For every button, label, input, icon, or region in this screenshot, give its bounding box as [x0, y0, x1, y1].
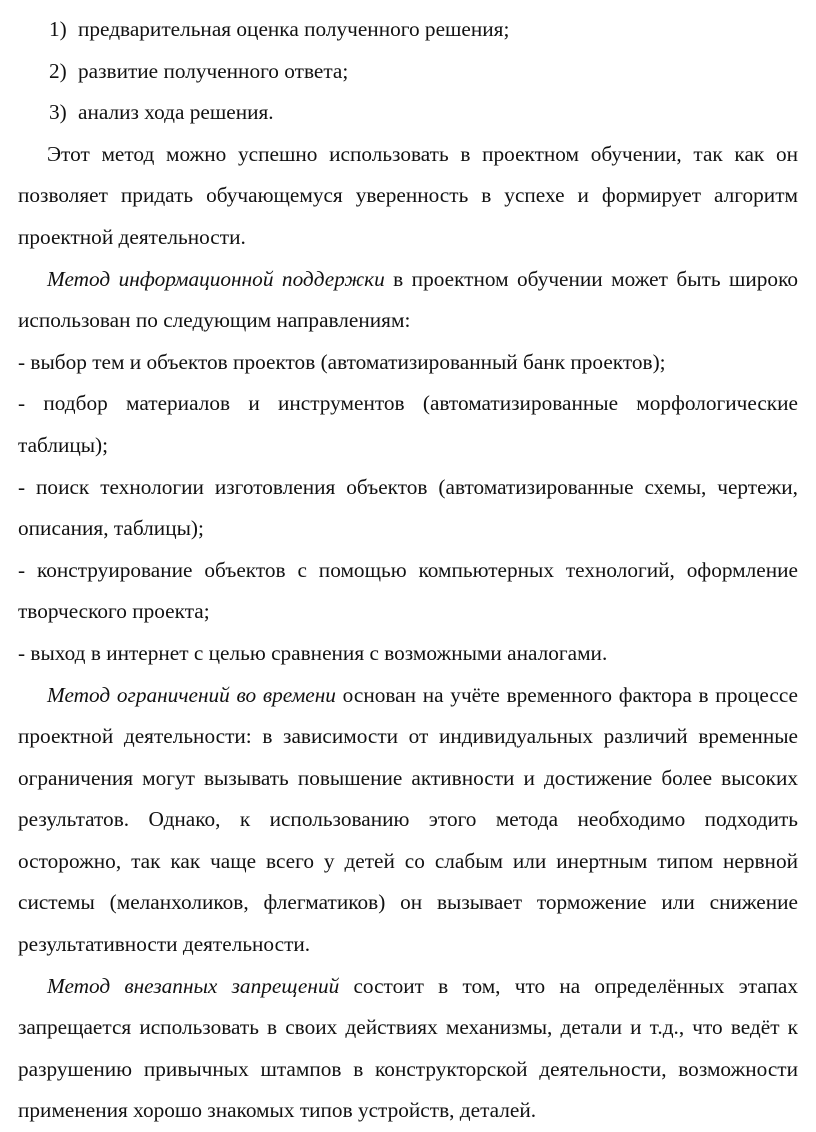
paragraph-method-usage: Этот метод можно успешно использовать в проектном обучении, так как он позволяет придать обучающемуся уверенность в успехе и формирует алгоритм проектной деятельности.: [18, 141, 798, 249]
method-name-time-limits: Метод ограничений во времени: [47, 682, 336, 707]
list-item-number: 2): [49, 58, 67, 83]
list-item-text: анализ хода решения.: [78, 100, 274, 125]
numbered-list: [18, 9, 798, 134]
list-item-number: 3): [49, 100, 67, 125]
paragraph-text: состоит в том, что на определённых этапах запрещается использовать в своих действиях механизмы, детали и т.д., что ведёт к разрушению привычных штампов в конструкторской деятельности, возможности применения хорошо знакомых типов устройств, деталей.: [18, 973, 799, 1123]
paragraph-text: в проектном обучении может быть широко использован по следующим направлениям:: [18, 266, 798, 333]
list-item: [18, 92, 798, 134]
list-item-number: 1): [49, 17, 67, 41]
paragraph-information-support: [18, 259, 798, 342]
method-name-sudden-prohibitions: Метод внезапных запрещений: [47, 973, 340, 998]
list-item: - конструирование объектов с помощью компьютерных технологий, оформление творческого проекта;: [18, 557, 798, 624]
paragraph-sudden-prohibitions: [18, 966, 798, 1132]
list-item: - поиск технологии изготовления объектов (автоматизированные схемы, чертежи, описания, таблицы);: [18, 474, 798, 541]
list-item-text: предварительная оценка полученного решения;: [78, 17, 510, 41]
paragraph-time-limits: [18, 675, 798, 966]
list-item: [18, 51, 798, 93]
list-item: - выход в интернет с целью сравнения с возможными аналогами.: [18, 640, 608, 665]
document-page: [18, 9, 798, 1132]
method-name-information-support: Метод информационной поддержки: [47, 266, 385, 291]
list-item: - подбор материалов и инструментов (автоматизированные морфологические таблицы);: [18, 391, 798, 457]
directions-list: [18, 342, 798, 675]
list-item: - выбор тем и объектов проектов (автоматизированный банк проектов);: [18, 349, 666, 374]
list-item: [18, 9, 798, 51]
list-item-text: развитие полученного ответа;: [78, 58, 349, 83]
paragraph-text: основан на учёте временного фактора в процессе проектной деятельности: в зависимости от индивидуальных различий временные ограничения могут вызывать повышение активности и достижение более высоких результатов. Однако, к использованию этого метода необходимо подходить осторожно, так как чаще всего у детей со слабым или инертным типом нервной системы (меланхоликов, флегматиков) он вызывает торможение или снижение результативности деятельности.: [18, 682, 799, 957]
